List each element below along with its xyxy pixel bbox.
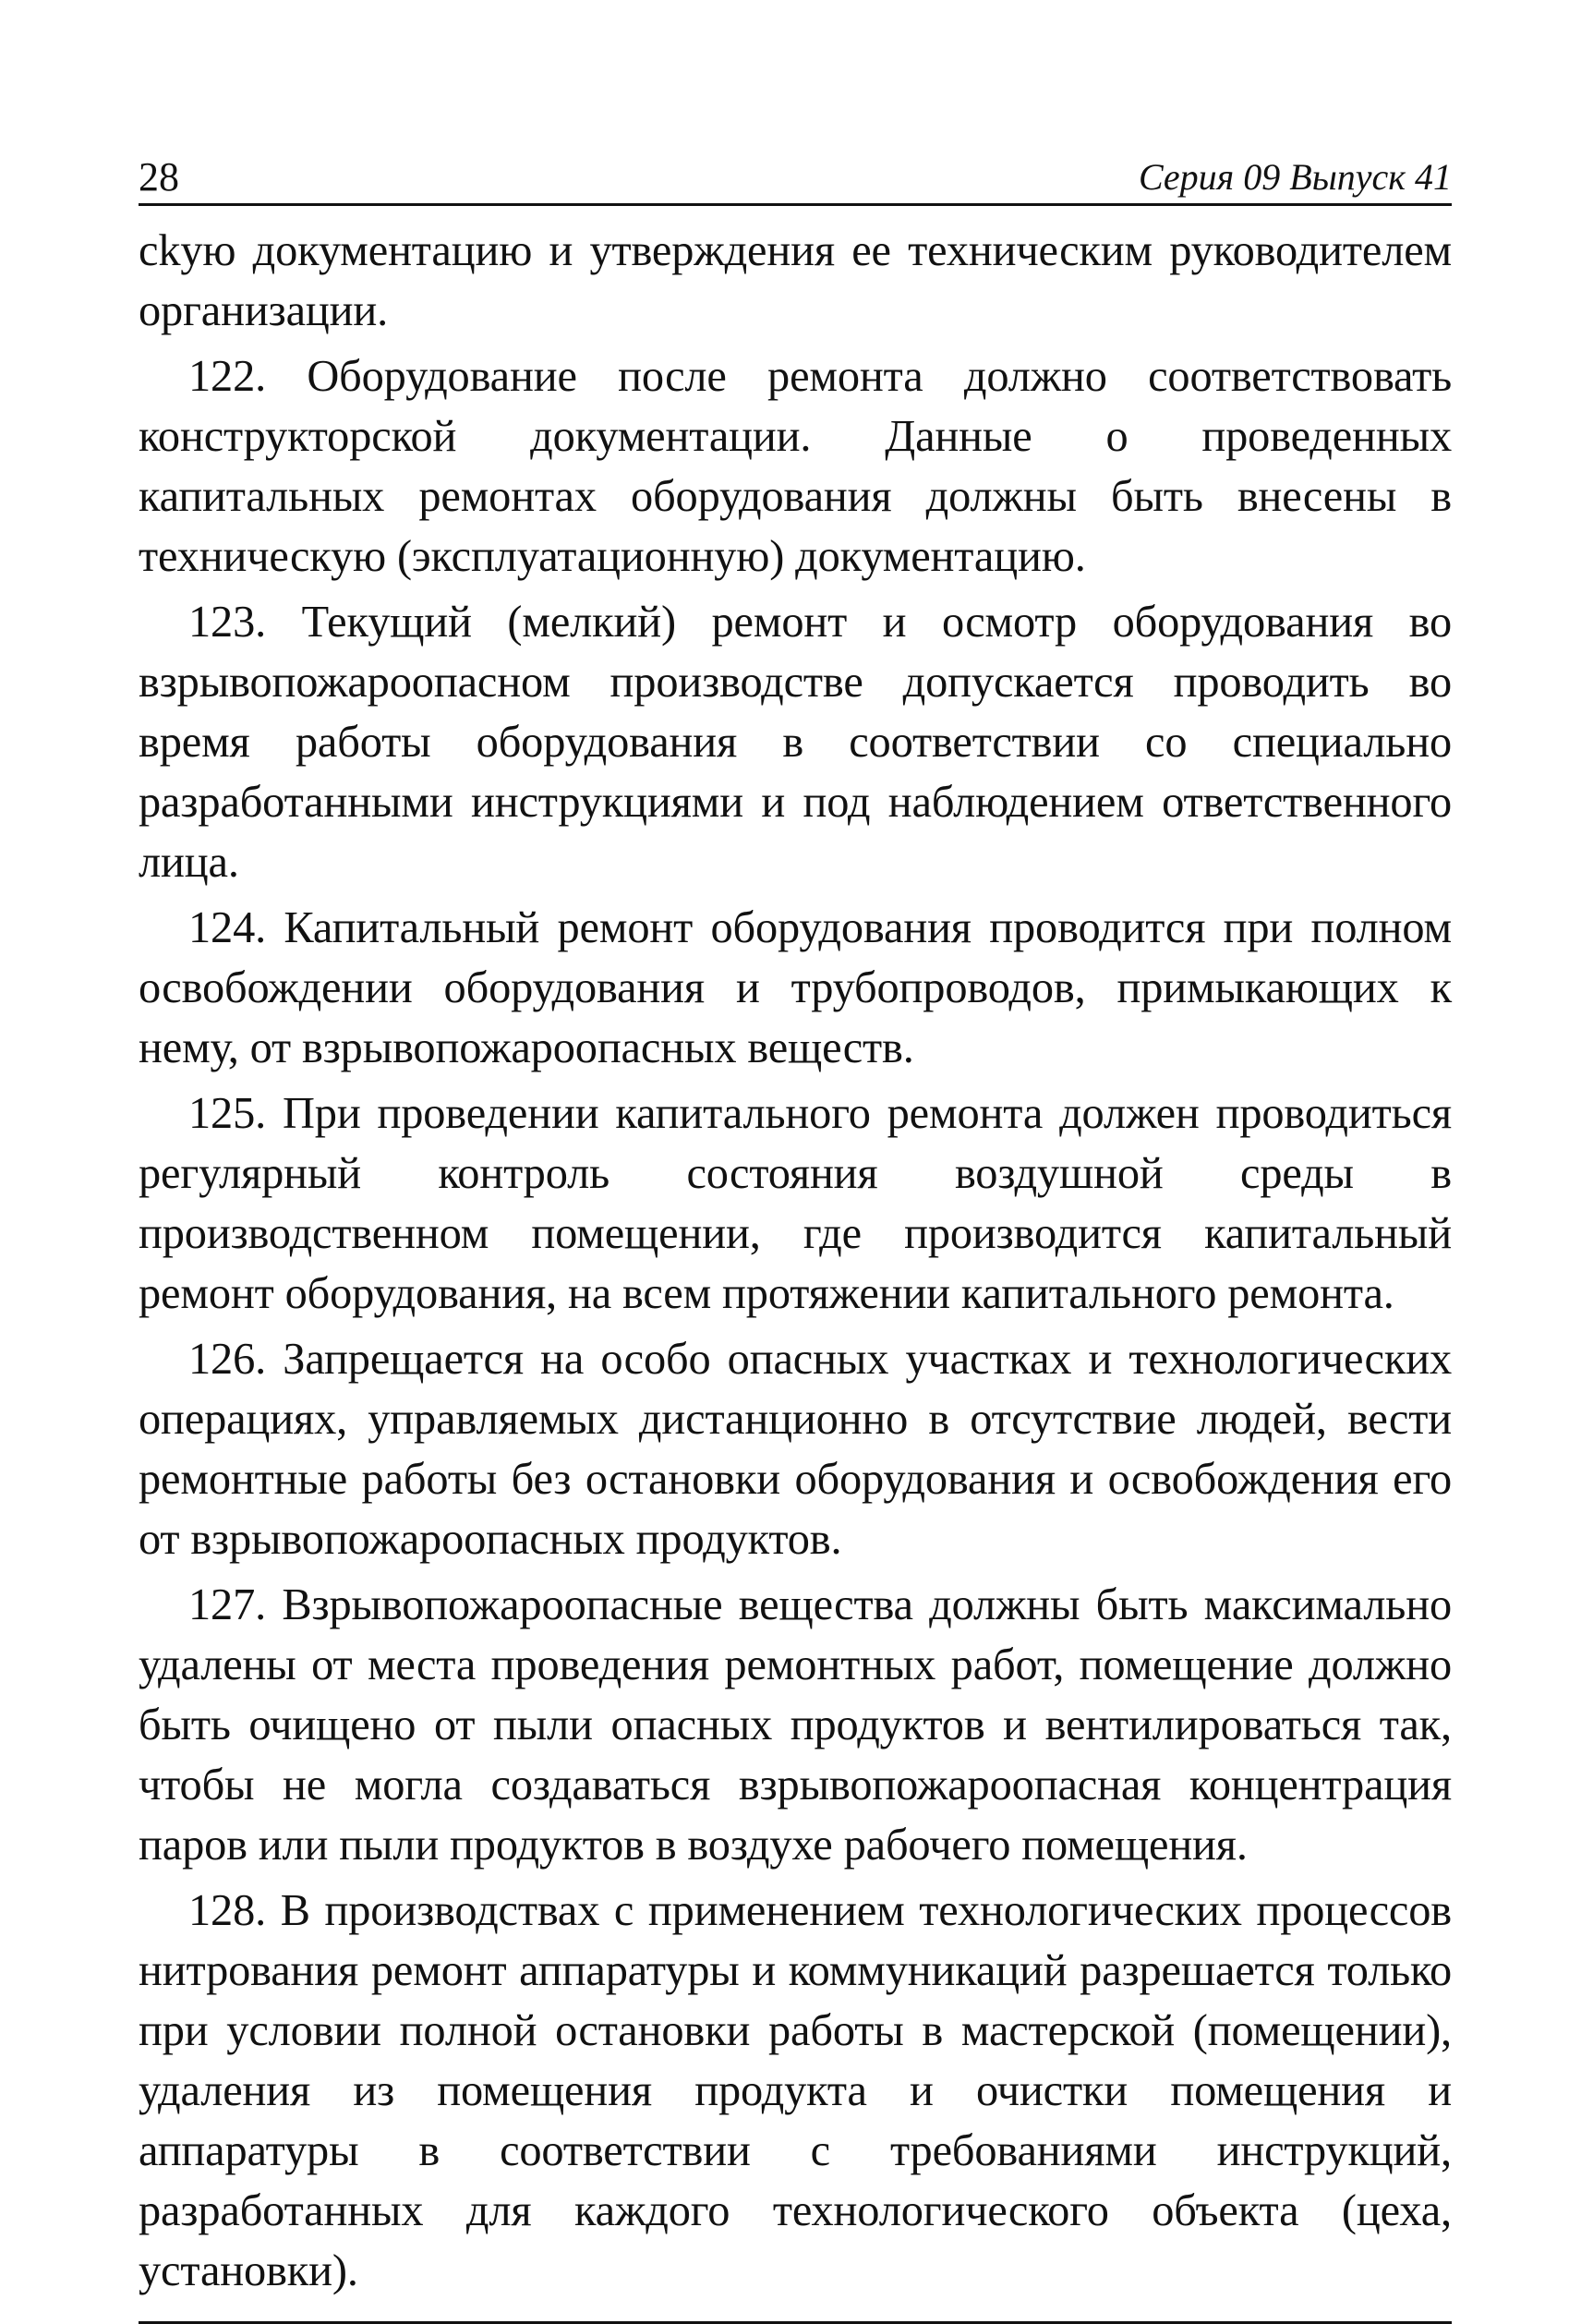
page-number: 28	[139, 154, 179, 200]
paragraph-continuation: ckyю документацию и утверждения ее техническим руководителем организации.	[139, 226, 1452, 335]
paragraph-123: 123. Текущий (мелкий) ремонт и осмотр оборудования во взрывопожароопасном производстве допускается проводить во время работы оборудования в соответствии со специально разработанными инструкциями и под наблюдением ответственного лица.	[139, 598, 1452, 887]
running-title: Серия 09 Выпуск 41	[1138, 156, 1452, 198]
paragraph-126: 126. Запрещается на особо опасных участках и технологических операциях, управляемых дистанционно в отсутствие людей, вести ремонтные работы без остановки оборудования и освобождения его от взрывопожароопасных продуктов.	[139, 1335, 1452, 1564]
paragraph-124: 124. Капитальный ремонт оборудования проводится при полном освобождении оборудования и трубопроводов, примыкающих к нему, от взрывопожароопасных веществ.	[139, 903, 1452, 1072]
paragraph-122: 122. Оборудование после ремонта должно соответствовать конструкторской документации. Данные о проведенных капитальных ремонтах оборудования должны быть внесены в техническую (эксплуатационную) документацию.	[139, 352, 1452, 581]
paragraph-128: 128. В производствах с применением технологических процессов нитрования ремонт аппаратуры и коммуникаций разрешается только при условии полной остановки работы в мастерской (помещении), удаления из помещения продукта и очистки помещения и аппаратуры в соответствии с требованиями инструкций, разработанных для каждого технологического объекта (цеха, установки).	[139, 1886, 1452, 2295]
paragraph-127: 127. Взрывопожароопасные вещества должны быть максимально удалены от места проведения ремонтных работ, помещение должно быть очищено от пыли опасных продуктов и вентилироваться так, чтобы не могла создаваться взрывопожароопасная концентрация паров или пыли продуктов в воздухе рабочего помещения.	[139, 1580, 1452, 1870]
page-header	[139, 139, 1452, 206]
document-page	[139, 139, 1452, 2324]
body-text	[139, 221, 1452, 2301]
paragraph-125: 125. При проведении капитального ремонта должен проводиться регулярный контроль состояния воздушной среды в производственном помещении, где производится капитальный ремонт оборудования, на всем протяжении капитального ремонта.	[139, 1089, 1452, 1318]
